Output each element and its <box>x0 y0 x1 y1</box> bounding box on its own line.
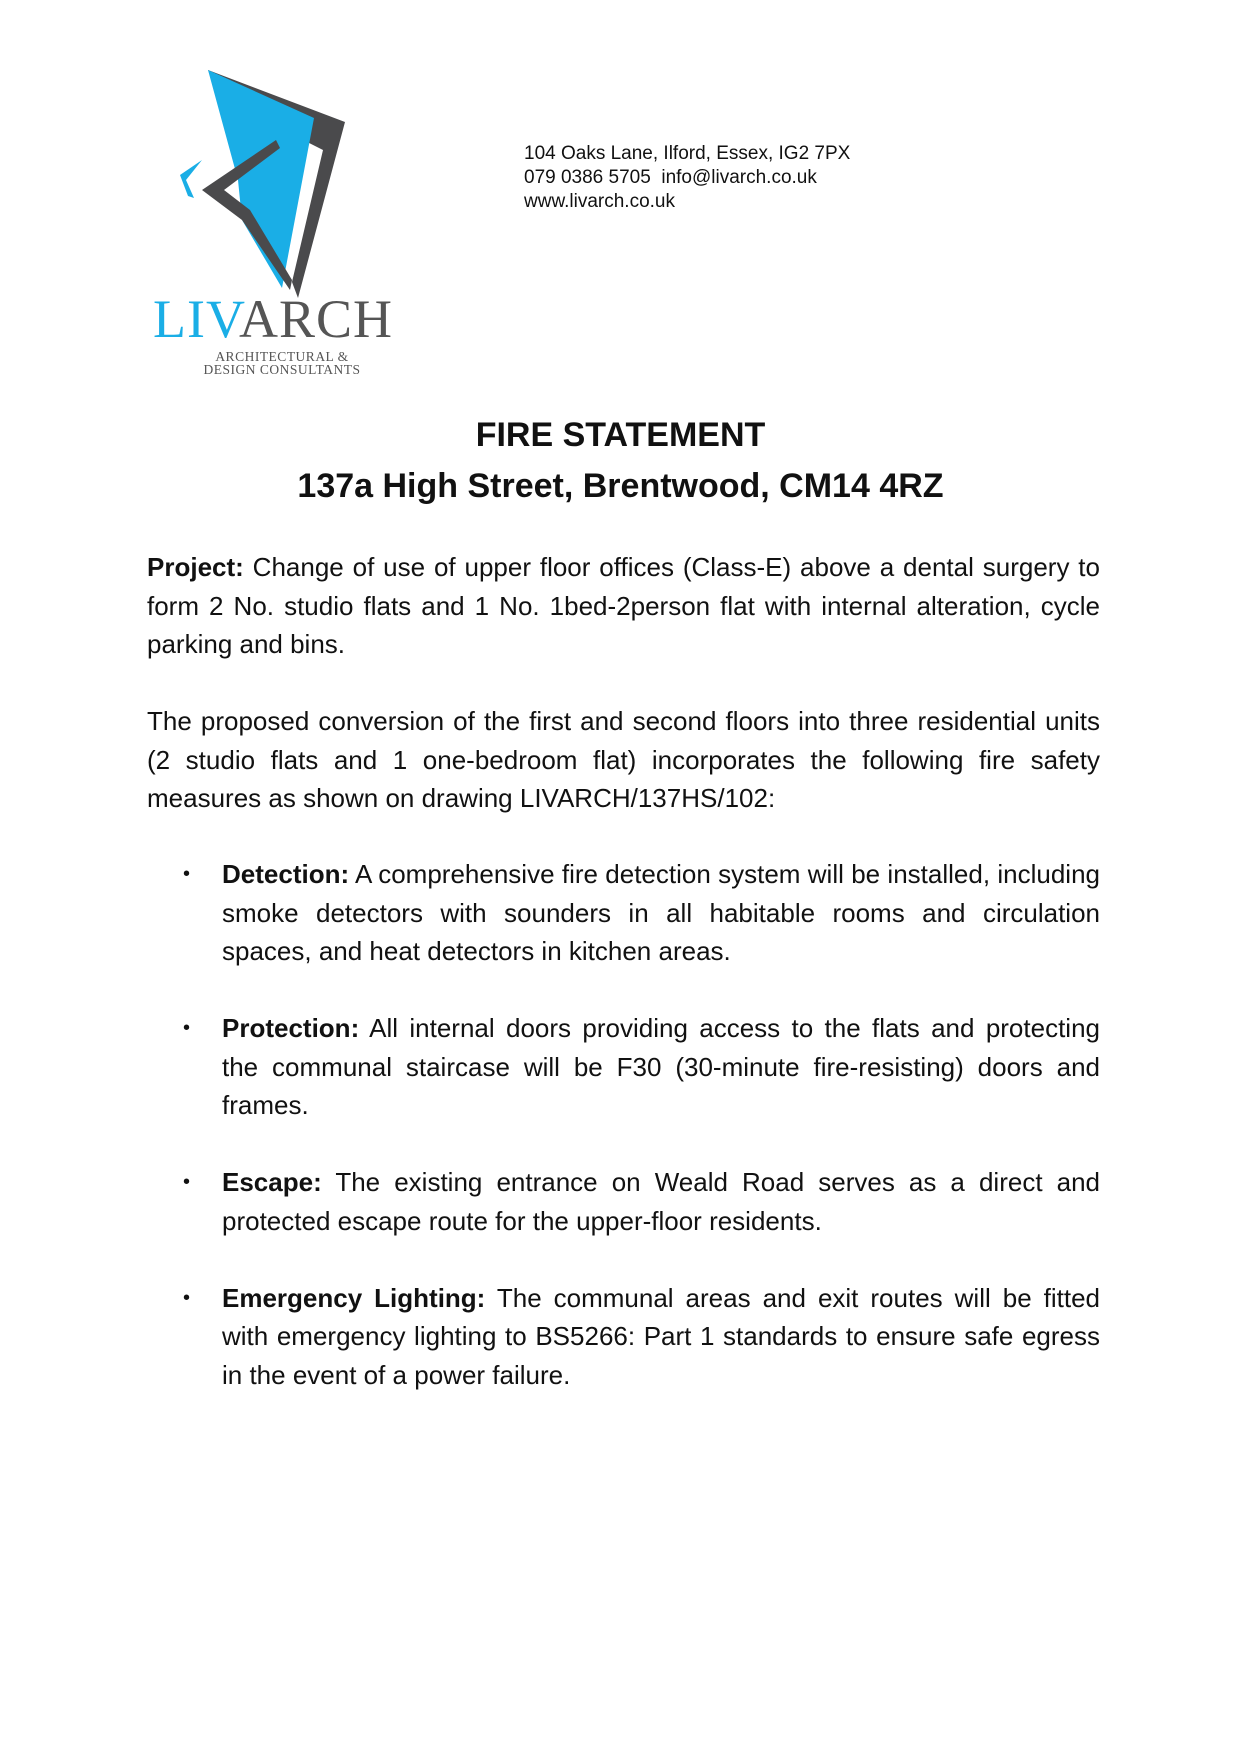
project-text: Change of use of upper floor offices (Class-E) above a dental surgery to form 2 No. studio flats and 1 No. 1bed-2person flat with internal alteration, cycle parking and bins. <box>147 552 1100 659</box>
measure-text: The communal areas and exit routes will be fitted with emergency lighting to BS5266: Part 1 standards to ensure safe egress in the event of a power failure. <box>222 1282 1101 1390</box>
document-title <box>0 410 1241 512</box>
intro-paragraph: The proposed conversion of the first and second floors into three residential units (2 studio flats and 1 one-bedroom flat) incorporates the following fire safety measures as shown on drawing LIVARCH/137HS/102: <box>147 706 1100 813</box>
title-line-1: FIRE STATEMENT <box>475 416 766 454</box>
measure-label: Escape: <box>222 1167 322 1197</box>
list-item <box>147 855 1100 971</box>
contact-website: www.livarch.co.uk <box>524 191 675 212</box>
measure-text: All internal doors providing access to the flats and protecting the communal staircase will be F30 (30-minute fire-resisting) doors and frames. <box>222 1013 1100 1120</box>
measure-label: Detection: <box>222 859 350 889</box>
bullet-icon: • <box>183 863 191 885</box>
logo-wordmark <box>153 289 394 349</box>
list-item <box>147 1279 1100 1395</box>
title-line-2: 137a High Street, Brentwood, CM14 4RZ <box>297 467 944 505</box>
contact-block <box>524 142 850 214</box>
measure-text: A comprehensive fire detection system will be installed, including smoke detectors with sounders in all habitable rooms and circulation spaces, and heat detectors in kitchen areas. <box>222 859 1100 966</box>
bullet-icon: • <box>183 1171 191 1193</box>
bullet-icon: • <box>183 1286 191 1309</box>
measure-label: Emergency Lighting: <box>222 1282 486 1313</box>
logo-tagline <box>182 350 382 376</box>
measure-label: Protection: <box>222 1013 360 1043</box>
contact-address: 104 Oaks Lane, Ilford, Essex, IG2 7PX <box>524 143 851 164</box>
project-paragraph <box>147 548 1100 664</box>
list-item <box>147 1009 1100 1125</box>
logo-wordmark-arch: ARCH <box>239 289 394 349</box>
logo-tagline-line2: DESIGN CONSULTANTS <box>203 362 361 377</box>
contact-phone-email: 079 0386 5705 info@livarch.co.uk <box>524 167 817 188</box>
logo-mark-icon <box>180 70 360 300</box>
project-label: Project: <box>147 552 244 582</box>
measures-list <box>147 855 1100 1433</box>
logo-tagline-line1: ARCHITECTURAL & <box>215 349 349 364</box>
measure-text: The existing entrance on Weald Road serves as a direct and protected escape route for the upper-floor residents. <box>222 1167 1100 1236</box>
list-item <box>147 1163 1100 1240</box>
livarch-logo <box>150 70 410 380</box>
bullet-icon: • <box>183 1017 191 1039</box>
logo-wordmark-liv: LIV <box>153 289 240 349</box>
